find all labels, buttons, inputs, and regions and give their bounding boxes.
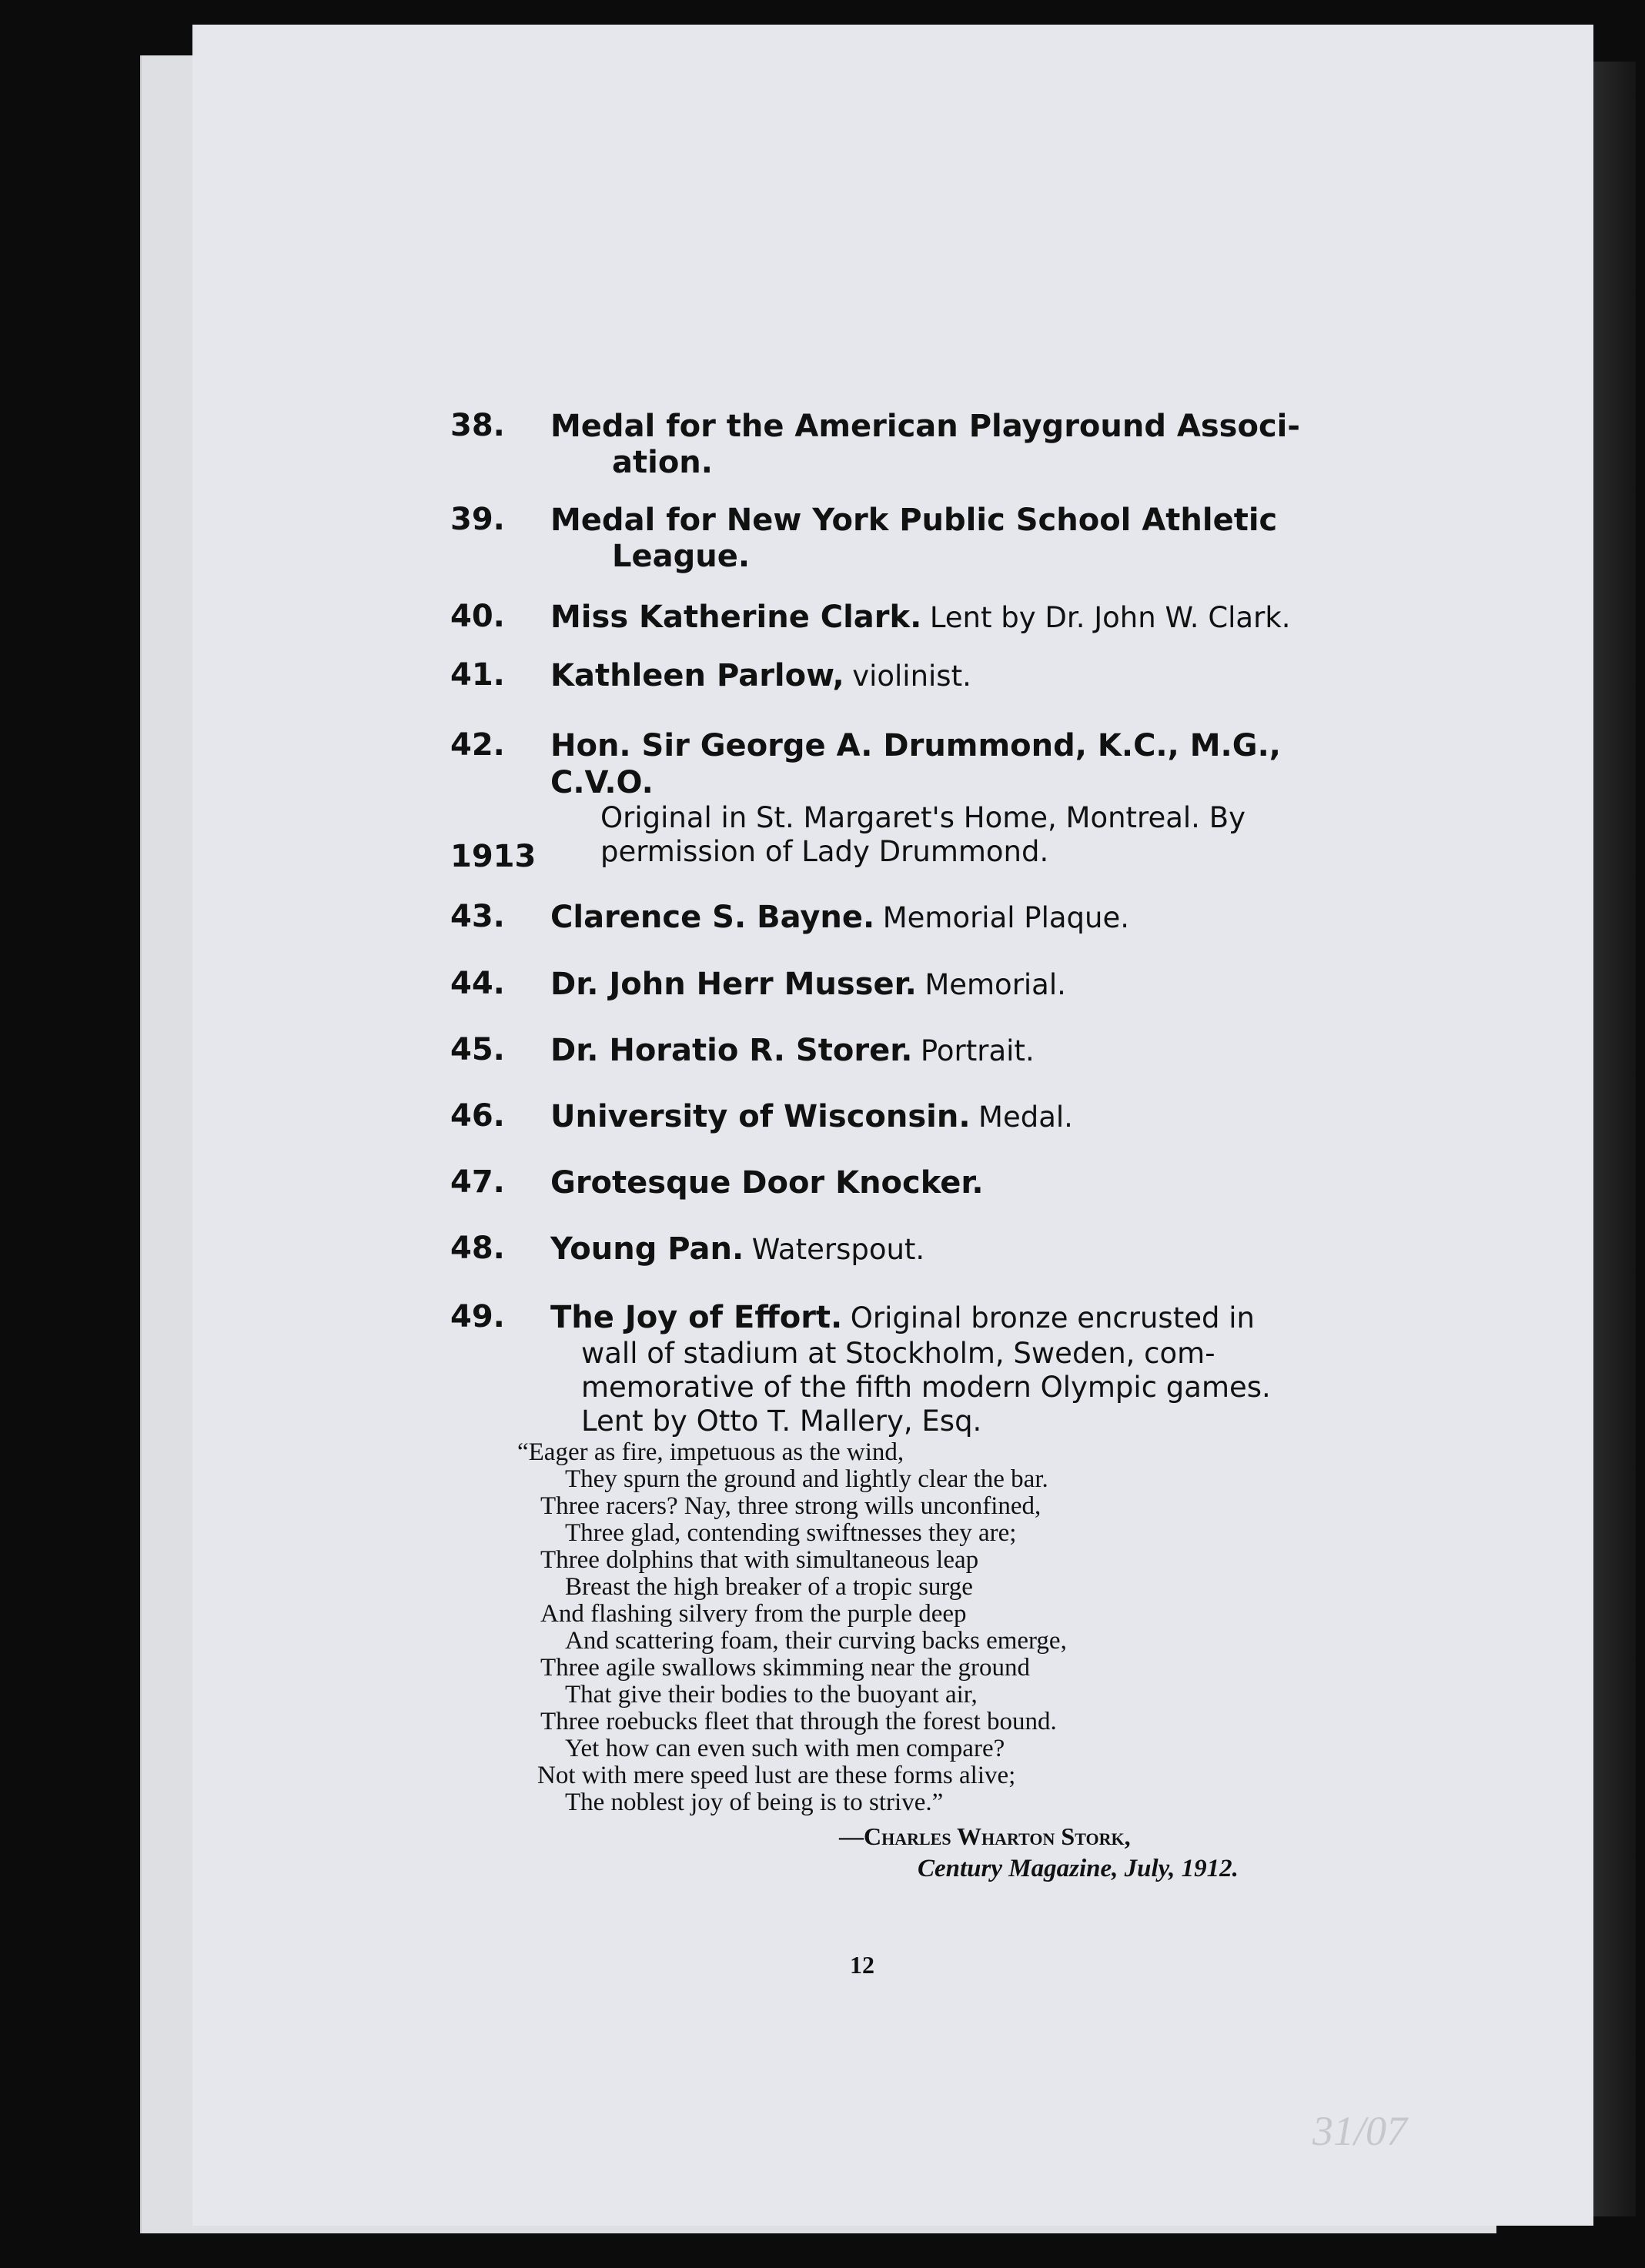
entry-number: 49.: [450, 1299, 505, 1334]
poem-line: Not with mere speed lust are these forms alive;: [537, 1762, 1016, 1789]
entry-number: 46.: [450, 1098, 505, 1134]
entry-number: 45.: [450, 1032, 505, 1067]
catalog-entry-38: [450, 408, 1336, 480]
entry-continuation: permission of Lady Drummond.: [600, 835, 1049, 868]
entry-description: Memorial.: [924, 968, 1066, 1001]
binding-edge: [1593, 62, 1636, 2216]
entry-title: University of Wisconsin.: [550, 1099, 971, 1134]
catalog-entry-45: [450, 1032, 1336, 1070]
entry-number: 40.: [450, 599, 505, 634]
poem-line: Three glad, contending swiftnesses they are;: [565, 1519, 1017, 1547]
entry-description: Medal.: [978, 1101, 1073, 1134]
poem-line: Breast the high breaker of a tropic surge: [565, 1573, 973, 1601]
entry-title: Young Pan.: [550, 1231, 744, 1267]
catalog-entry-43: [450, 899, 1336, 937]
poem: [517, 1439, 1326, 1816]
poem-line: The noblest joy of being is to strive.”: [565, 1789, 944, 1816]
entry-description: Memorial Plaque.: [882, 901, 1130, 934]
entry-number: 48.: [450, 1231, 505, 1266]
poem-line: Three agile swallows skimming near the ground: [540, 1654, 1031, 1682]
entry-title: Clarence S. Bayne.: [550, 900, 875, 935]
poem-line: Three dolphins that with simultaneous leap: [540, 1546, 979, 1574]
entry-title: Medal for New York Public School Athletic: [550, 503, 1278, 538]
entry-title: Kathleen Parlow,: [550, 658, 844, 693]
catalog-entry-41: [450, 657, 1336, 695]
entry-number: 42.: [450, 727, 505, 763]
entry-title: Dr. John Herr Musser.: [550, 967, 917, 1002]
entry-description: violinist.: [852, 660, 971, 693]
poem-line: They spurn the ground and lightly clear the bar.: [565, 1465, 1048, 1493]
catalog-entry-40: [450, 599, 1336, 636]
entry-description: Original bronze encrusted in: [850, 1301, 1255, 1334]
catalog-entry-46: [450, 1098, 1336, 1136]
poem-line: And scattering foam, their curving backs emerge,: [565, 1627, 1067, 1655]
poem-line: Three roebucks fleet that through the forest bound.: [540, 1708, 1057, 1735]
poem-line: That give their bodies to the buoyant air,: [565, 1681, 978, 1709]
entry-continuation: League.: [612, 539, 751, 574]
entry-continuation: Original in St. Margaret's Home, Montreal. By: [600, 801, 1245, 834]
entry-title: Miss Katherine Clark.: [550, 600, 922, 635]
poem-line: “Eager as fire, impetuous as the wind,: [517, 1438, 904, 1466]
entry-number: 41.: [450, 657, 505, 693]
poem-author: —Charles Wharton Stork,: [839, 1822, 1131, 1850]
entry-continuation: wall of stadium at Stockholm, Sweden, com-: [581, 1337, 1215, 1370]
year-heading: 1913: [450, 839, 537, 874]
entry-number: 43.: [450, 899, 505, 934]
catalog-entry-39: [450, 502, 1336, 574]
entry-number: 44.: [450, 966, 505, 1001]
catalog-entry-49: [450, 1299, 1336, 1438]
catalog-entry-44: [450, 966, 1336, 1004]
entry-number: 47.: [450, 1164, 505, 1200]
entry-continuation: ation.: [612, 445, 713, 480]
poem-line: Three racers? Nay, three strong wills unconfined,: [540, 1492, 1041, 1520]
entry-number: 39.: [450, 502, 505, 537]
catalog-entry-42: [450, 727, 1336, 869]
poem-line: Yet how can even such with men compare?: [565, 1735, 1005, 1762]
entry-number: 38.: [450, 408, 505, 443]
poem-line: And flashing silvery from the purple deep: [540, 1600, 967, 1628]
pencil-annotation: 31/07: [1312, 2108, 1408, 2154]
entry-title: Hon. Sir George A. Drummond, K.C., M.G., C.V.O.: [550, 728, 1281, 800]
entry-continuation: memorative of the fifth modern Olympic games.: [581, 1371, 1271, 1404]
poem-source: Century Magazine, July, 1912.: [918, 1855, 1239, 1882]
page-number: 12: [850, 1951, 874, 1979]
catalog-entry-48: [450, 1231, 1336, 1268]
entry-description: Lent by Dr. John W. Clark.: [929, 601, 1291, 634]
entry-description: Waterspout.: [751, 1233, 925, 1266]
entry-title: The Joy of Effort.: [550, 1300, 843, 1335]
entry-title: Dr. Horatio R. Storer.: [550, 1033, 913, 1068]
catalog-entry-47: [450, 1164, 1336, 1201]
entry-description: Portrait.: [920, 1034, 1035, 1067]
entry-continuation: Lent by Otto T. Mallery, Esq.: [581, 1405, 982, 1438]
entry-title: Grotesque Door Knocker.: [550, 1165, 984, 1201]
entry-title: Medal for the American Playground Associ-: [550, 409, 1300, 444]
